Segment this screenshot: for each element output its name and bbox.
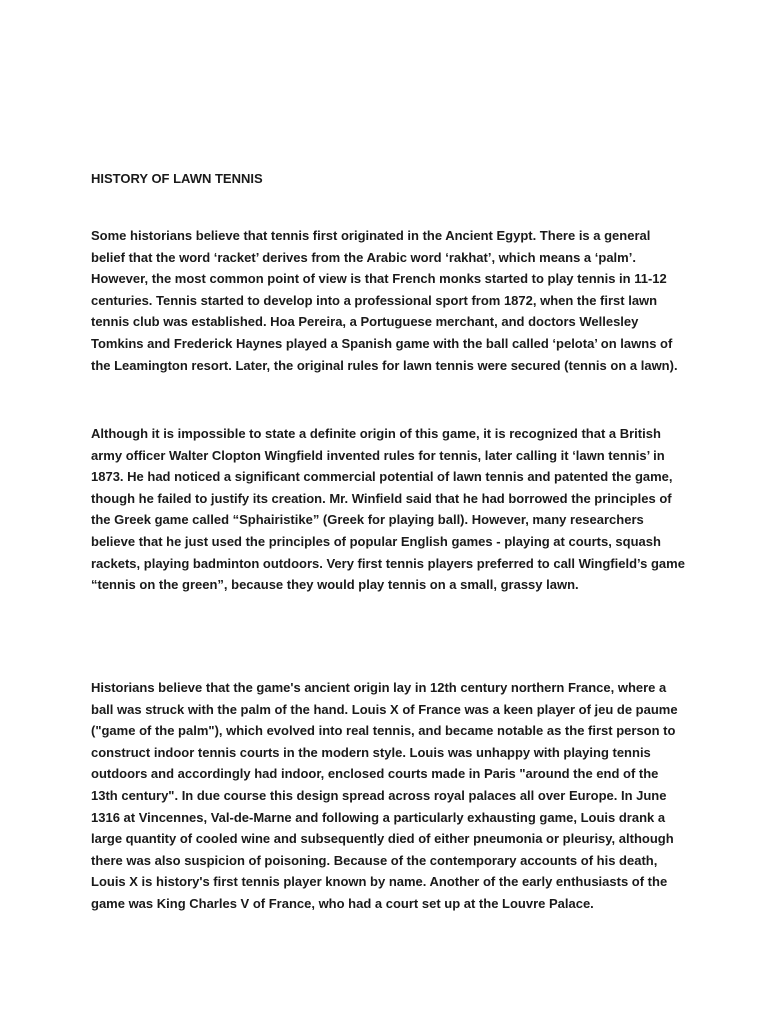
- paragraph-wingfield: Although it is impossible to state a definite origin of this game, it is recognized that a British army officer Walter Clopton Wingfield invented rules for tennis, later calling it ‘lawn tennis’ in 1873. He had noticed a significant commercial potential of lawn tennis and patented the game, though he failed to justify its creation. Mr. Winfield said that he had borrowed the principles of the Greek game called “Sphairistike” (Greek for playing ball). However, many researchers believe that he just used the principles of popular English games - playing at courts, squash rackets, playing badminton outdoors. Very first tennis players preferred to call Wingfield’s game “tennis on the green”, because they would play tennis on a small, grassy lawn.: [91, 426, 685, 593]
- title-block: [91, 168, 263, 190]
- paragraph-france-origins: Historians believe that the game's ancient origin lay in 12th century northern France, where a ball was struck with the palm of the hand. Louis X of France was a keen player of jeu de paume ("game of the palm"), which evolved into real tennis, and became notable as the first person to construct indoor tennis courts in the modern style. Louis was unhappy with playing tennis outdoors and accordingly had indoor, enclosed courts made in Paris "around the end of the 13th century". In due course this design spread across royal palaces all over Europe. In June 1316 at Vincennes, Val-de-Marne and following a particularly exhausting game, Louis drank a large quantity of cooled wine and subsequently died of either pneumonia or pleurisy, although there was also suspicion of poisoning. Because of the contemporary accounts of his death, Louis X is history's first tennis player known by name. Another of the early enthusiasts of the game was King Charles V of France, who had a court set up at the Louvre Palace.: [91, 680, 678, 911]
- paragraph-egypt-origins: Some historians believe that tennis first originated in the Ancient Egypt. There is a general belief that the word ‘racket’ derives from the Arabic word ‘rakhat’, which means a ‘palm’. However, the most common point of view is that French monks started to play tennis in 11-12 centuries. Tennis started to develop into a professional sport from 1872, when the first lawn tennis club was established. Hoa Pereira, a Portuguese merchant, and doctors Wellesley Tomkins and Frederick Haynes played a Spanish game with the ball called ‘pelota’ on lawns of the Leamington resort. Later, the original rules for lawn tennis were secured (tennis on a lawn).: [91, 228, 678, 373]
- document-title: HISTORY OF LAWN TENNIS: [91, 171, 263, 186]
